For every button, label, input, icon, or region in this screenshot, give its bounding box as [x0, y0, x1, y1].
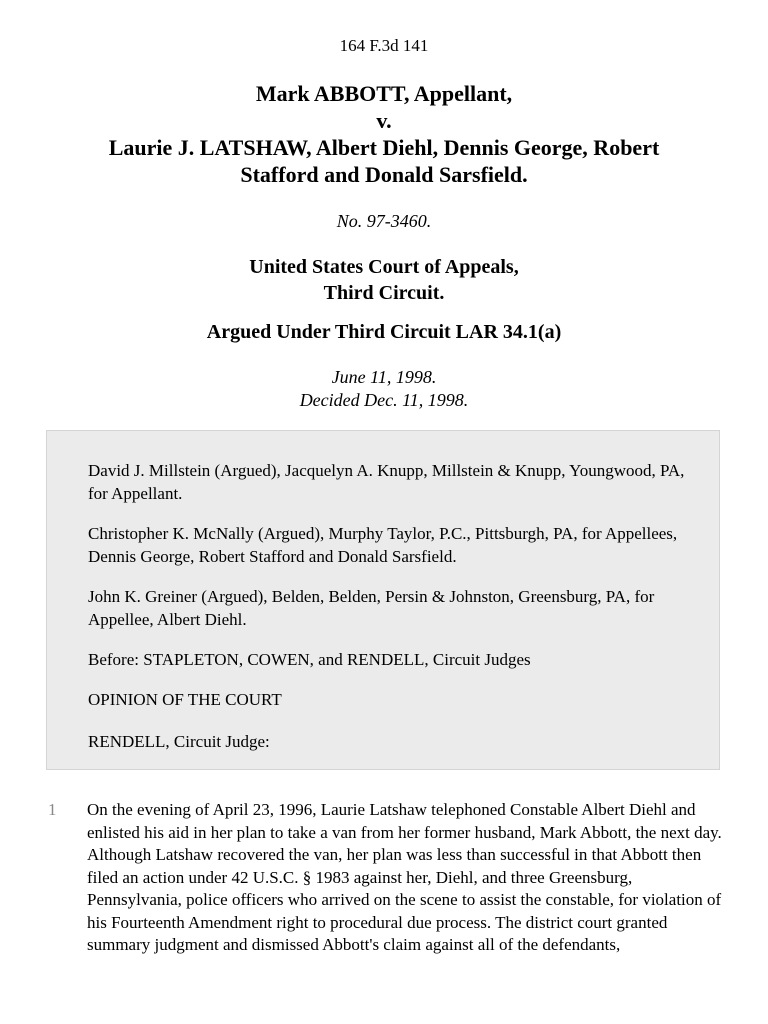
- appellees-line-2: Stafford and Donald Sarsfield.: [240, 162, 528, 187]
- case-caption: [40, 80, 728, 188]
- paragraph-number: 1: [48, 800, 57, 819]
- argued-date: June 11, 1998.: [331, 367, 437, 387]
- counsel-box: [46, 430, 720, 770]
- counsel-appellee-diehl: John K. Greiner (Argued), Belden, Belden, Persin & Johnston, Greensburg, PA, for Appellee, Albert Diehl.: [88, 587, 655, 629]
- court-line-1: United States Court of Appeals,: [249, 256, 519, 278]
- appellant-line: Mark ABBOTT, Appellant,: [255, 81, 513, 106]
- appellees-line-1: Laurie J. LATSHAW, Albert Diehl, Dennis George, Robert: [108, 135, 660, 160]
- decided-date: Decided Dec. 11, 1998.: [299, 390, 469, 410]
- argued-under-rule: Argued Under Third Circuit LAR 34.1(a): [206, 321, 562, 343]
- case-dates: [0, 366, 768, 412]
- paragraph-text: On the evening of April 23, 1996, Laurie Latshaw telephoned Constable Albert Diehl and enlisted his aid in her plan to take a van from her former husband, Mark Abbott, the next day. Although Latshaw recovered the van, her plan was less than successful in that Abbott then filed an action under 42 U.S.C. § 1983 against her, Diehl, and three Greensburg, Pennsylvania, police officers who arrived on the scene to assist the constable, for violation of his Fourteenth Amendment right to procedural due process. The district court granted summary judgment and dismissed Abbott's claim against all of the defendants,: [87, 800, 722, 954]
- docket-number: No. 97-3460.: [336, 211, 432, 231]
- counsel-appellant: David J. Millstein (Argued), Jacquelyn A. Knupp, Millstein & Knupp, Youngwood, PA, for Appellant.: [88, 461, 685, 503]
- versus-line: v.: [376, 108, 392, 133]
- citation: 164 F.3d 141: [339, 36, 429, 55]
- counsel-appellees-police: Christopher K. McNally (Argued), Murphy Taylor, P.C., Pittsburgh, PA, for Appellees, Dennis George, Robert Stafford and Donald Sarsfield.: [88, 524, 678, 566]
- court-name: [0, 254, 768, 306]
- authoring-judge: RENDELL, Circuit Judge:: [88, 732, 270, 751]
- panel-judges: Before: STAPLETON, COWEN, and RENDELL, Circuit Judges: [88, 650, 531, 669]
- court-line-2: Third Circuit.: [323, 282, 445, 304]
- opinion-heading: OPINION OF THE COURT: [88, 690, 282, 709]
